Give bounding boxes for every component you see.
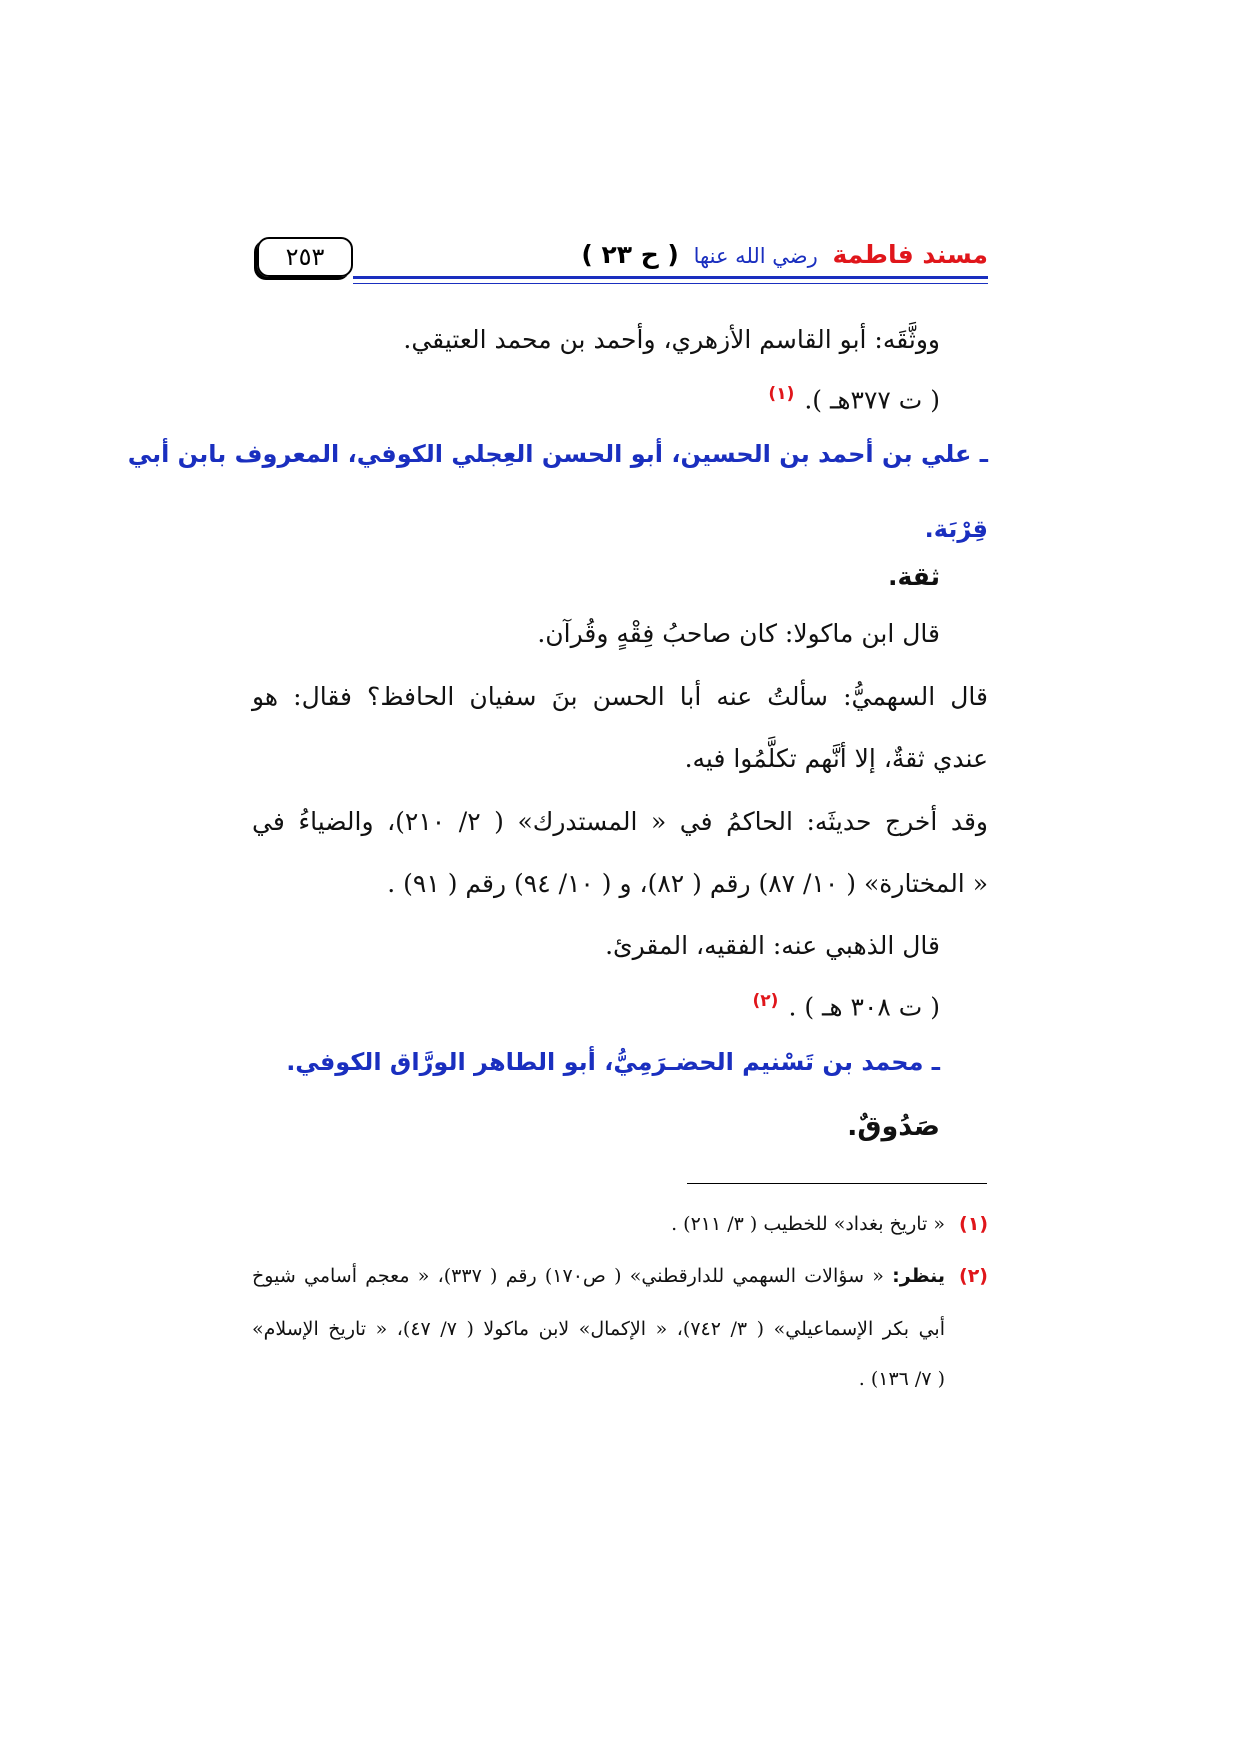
footnote-text: « سؤالات السهمي للدارقطني» ( ص١٧٠) رقم ( ٣٣٧)، « معجم أسامي شيوخ bbox=[252, 1265, 884, 1287]
body-line-death bbox=[753, 984, 941, 1024]
body-line-death bbox=[768, 377, 940, 417]
body-line: قال السهميُّ: سألتُ عنه أبا الحسن بنَ سفيان الحافظ؟ فقال: هو bbox=[252, 682, 988, 711]
body-line: وقد أخرج حديثَه: الحاكمُ في « المستدرك» ( ٢/ ٢١٠)، والضياءُ في bbox=[252, 807, 988, 836]
header-title-main: مسند فاطمة bbox=[832, 240, 988, 269]
grade-line: ثقة. bbox=[887, 562, 940, 591]
footnote-2 bbox=[252, 1262, 988, 1290]
footnote-2-continued: ( ٧/ ١٣٦) . bbox=[858, 1368, 945, 1390]
death-date: ( ت ٣٠٨ هـ ) . bbox=[788, 992, 940, 1022]
header-rule-thin bbox=[353, 283, 988, 284]
header-rule-thick bbox=[353, 276, 988, 279]
body-line: ووثَّقَه: أبو القاسم الأزهري، وأحمد بن محمد العتيقي. bbox=[403, 325, 940, 354]
footnote-2-continued: أبي بكر الإسماعيلي» ( ٣/ ٧٤٢)، « الإكمال» لابن ماكولا ( ٧/ ٤٧)، « تاريخ الإسلام» bbox=[252, 1318, 945, 1340]
footnote-ref-2[interactable]: (٢) bbox=[752, 991, 779, 1011]
footnote-separator bbox=[687, 1183, 987, 1184]
footnote-1 bbox=[671, 1210, 988, 1238]
body-line: قال ابن ماكولا: كان صاحبُ فِقْهٍ وقُرآن. bbox=[537, 619, 940, 648]
body-line: قال الذهبي عنه: الفقيه، المقرئ. bbox=[605, 931, 940, 960]
body-line: عندي ثقةٌ، إلا أنَّهم تكلَّمُوا فيه. bbox=[684, 744, 988, 773]
page-number: ٢٥٣ bbox=[257, 237, 353, 277]
narrator-heading: ـ محمد بن تَسْنيم الحضـرَمِيُّ، أبو الطاهر الورَّاق الكوفي. bbox=[286, 1048, 940, 1076]
footnote-see-label: ينظر: bbox=[892, 1265, 945, 1287]
narrator-heading: ـ علي بن أحمد بن الحسين، أبو الحسن العِجلي الكوفي، المعروف بابن أبي bbox=[127, 440, 988, 468]
death-date: ( ت ٣٧٧هـ ). bbox=[804, 385, 940, 415]
footnote-ref-1[interactable]: (١) bbox=[768, 384, 795, 404]
header-honorific: رضي الله عنها bbox=[693, 244, 818, 268]
grade-line: صَدُوقٌ. bbox=[847, 1111, 940, 1142]
footnote-text: « تاريخ بغداد» للخطيب ( ٣/ ٢١١) . bbox=[671, 1213, 946, 1235]
running-header bbox=[581, 240, 988, 269]
body-line: « المختارة» ( ١٠/ ٨٧) رقم ( ٨٢)، و ( ١٠/ ٩٤) رقم ( ٩١) . bbox=[387, 869, 988, 898]
footnote-number: (١) bbox=[959, 1213, 988, 1235]
header-hadith-code: ( ح ٢٣ ) bbox=[581, 240, 679, 269]
narrator-heading-continued: قِرْبَة. bbox=[924, 515, 988, 543]
footnote-number: (٢) bbox=[959, 1265, 988, 1287]
